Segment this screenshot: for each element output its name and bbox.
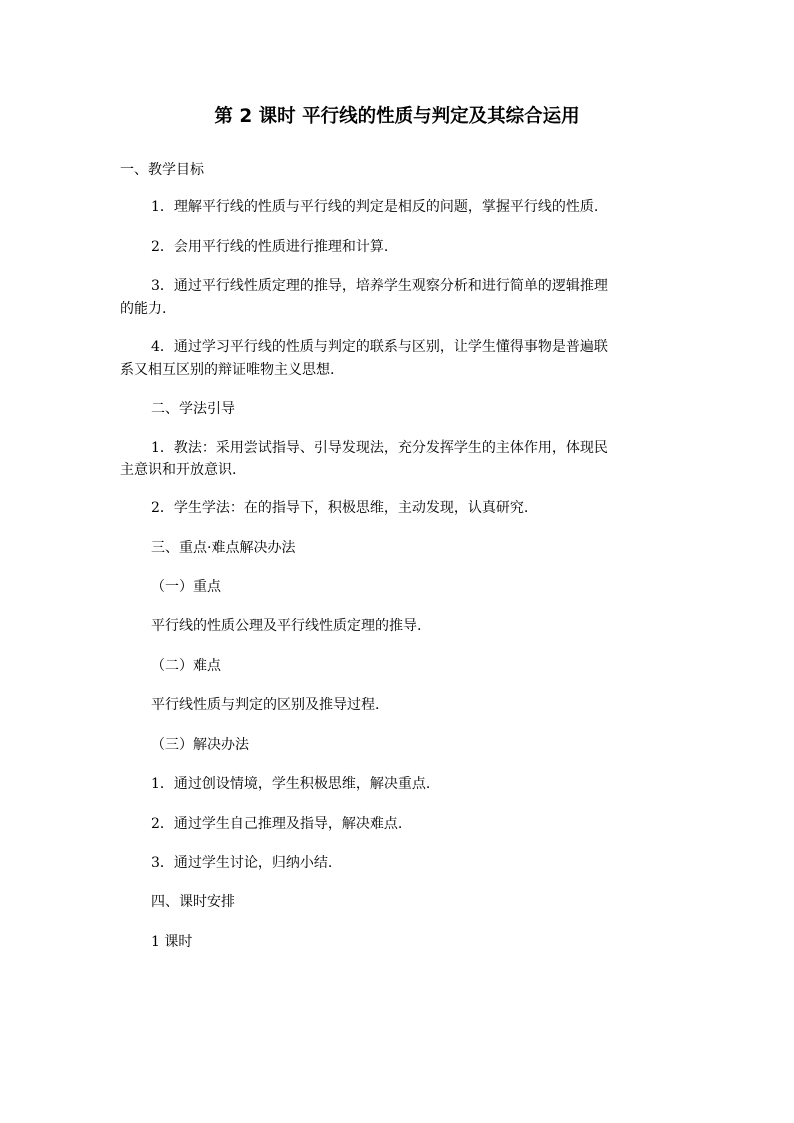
goal-item-4-continued: 系又相互区别的辩证唯物主义思想. (120, 362, 335, 378)
goal-item-2: 2．会用平行线的性质进行推理和计算. (151, 239, 389, 255)
goal-item-3: 3．通过平行线性质定理的推导，培养学生观察分析和进行简单的逻辑推理 (151, 278, 608, 294)
guide-item-1: 1．教法：采用尝试指导、引导发现法，充分发挥学生的主体作用，体现民 (151, 440, 608, 456)
subheading-solution: （三）解决办法 (151, 737, 249, 753)
solution-item-2: 2．通过学生自己推理及指导，解决难点. (151, 816, 403, 832)
goal-item-4: 4．通过学习平行线的性质与判定的联系与区别，让学生懂得事物是普遍联 (151, 339, 608, 355)
section-heading-schedule: 四、课时安排 (151, 894, 235, 910)
guide-item-1-continued: 主意识和开放意识. (120, 462, 237, 478)
document-title: 第 2 课时 平行线的性质与判定及其综合运用 (214, 106, 580, 127)
subheading-difficulty: （二）难点 (151, 658, 221, 674)
solution-item-3: 3．通过学生讨论，归纳小结. (151, 855, 333, 871)
difficulty-text: 平行线性质与判定的区别及推导过程. (151, 697, 380, 713)
solution-item-1: 1．通过创设情境，学生积极思维，解决重点. (151, 776, 431, 792)
schedule-text: 1 课时 (151, 934, 193, 950)
goal-item-1: 1．理解平行线的性质与平行线的判定是相反的问题，掌握平行线的性质. (151, 199, 599, 215)
subheading-key-point: （一）重点 (151, 579, 221, 595)
guide-item-2: 2．学生学法：在的指导下，积极思维，主动发现，认真研究. (151, 500, 529, 516)
section-heading-teaching-goals: 一、教学目标 (120, 162, 204, 178)
goal-item-3-continued: 的能力. (120, 301, 167, 317)
section-heading-key-points: 三、重点·难点解决办法 (151, 540, 296, 556)
key-point-text: 平行线的性质公理及平行线性质定理的推导. (151, 618, 422, 634)
section-heading-learning-guide: 二、学法引导 (151, 401, 235, 417)
